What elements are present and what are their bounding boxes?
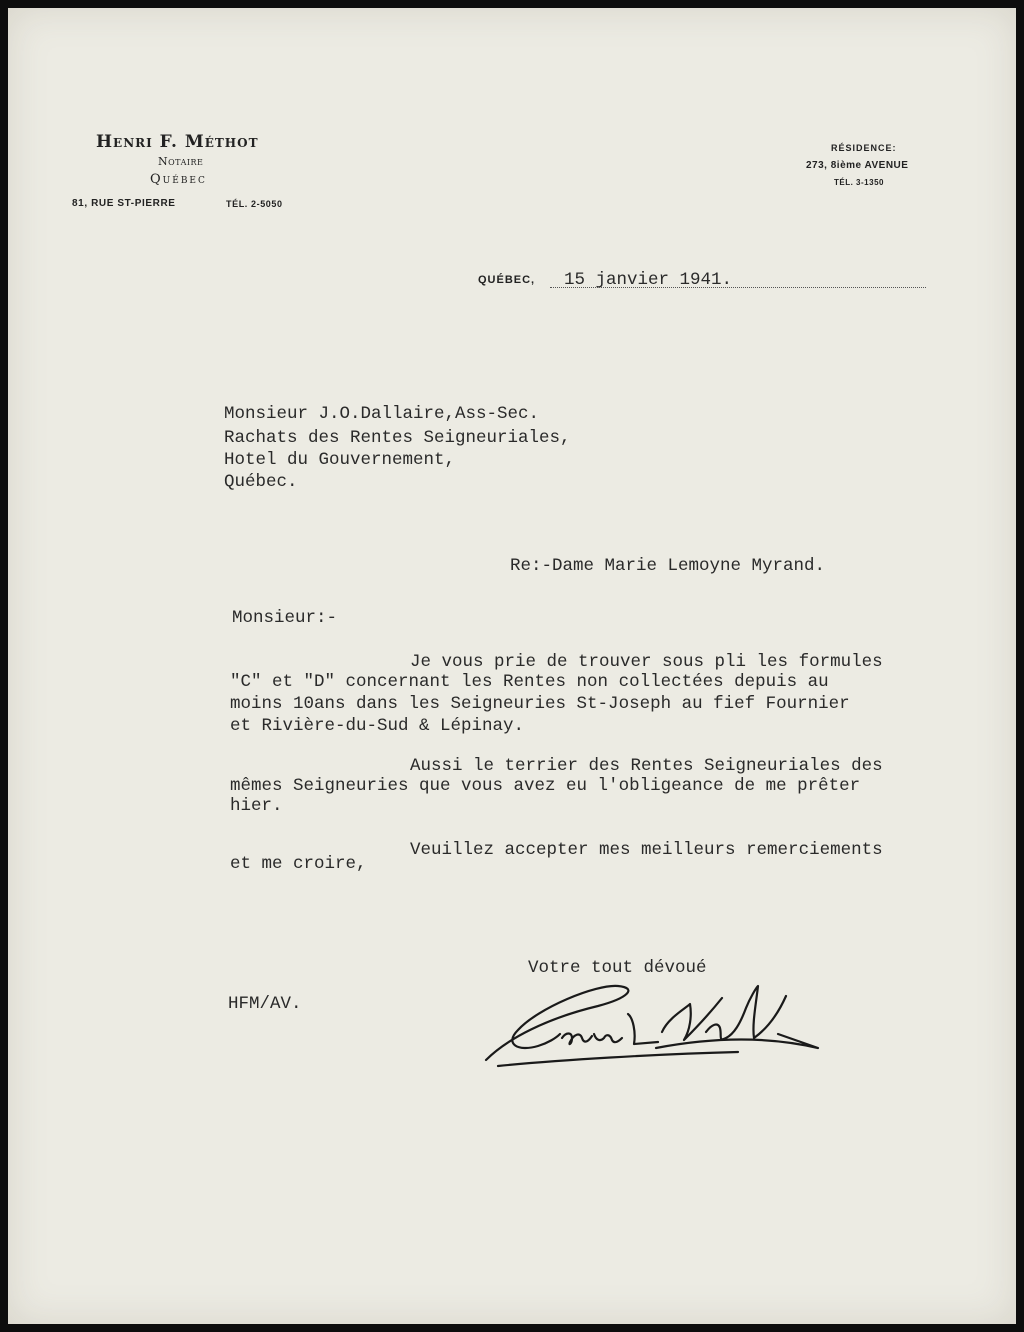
paragraph-2-line-1: Aussi le terrier des Rentes Seigneuriales des (410, 756, 883, 776)
closing: Votre tout dévoué (528, 958, 707, 978)
letterhead-city: Québec (150, 172, 207, 187)
date-value: 15 janvier 1941. (564, 270, 733, 290)
paragraph-1-line-2: "C" et "D" concernant les Rentes non collectées depuis au (230, 672, 829, 692)
paragraph-3-line-2: et me croire, (230, 854, 367, 874)
paragraph-2-line-3: hier. (230, 796, 283, 816)
recipient-line-3: Hotel du Gouvernement, (224, 450, 456, 470)
paragraph-1-line-4: et Rivière-du-Sud & Lépinay. (230, 716, 525, 736)
subject-line: Re:-Dame Marie Lemoyne Myrand. (510, 556, 826, 576)
residence-label: RÉSIDENCE: (831, 143, 897, 153)
date-dotted-line (550, 287, 926, 288)
paragraph-3-line-1: Veuillez accepter mes meilleurs remerciements (410, 840, 883, 860)
recipient-line-4: Québec. (224, 472, 298, 492)
paragraph-1-line-3: moins 10ans dans les Seigneuries St-Joseph au fief Fournier (230, 694, 850, 714)
letterhead-phone: TÉL. 2-5050 (226, 199, 283, 209)
letter-page (8, 8, 1016, 1324)
date-city: QUÉBEC, (478, 274, 536, 286)
letterhead-address: 81, RUE ST-PIERRE (72, 198, 176, 209)
paragraph-1-line-1: Je vous prie de trouver sous pli les formules (410, 652, 883, 672)
signature-scribble (478, 968, 838, 1078)
recipient-line-1: Monsieur J.O.Dallaire,Ass-Sec. (224, 404, 540, 424)
residence-address: 273, 8ième AVENUE (806, 160, 909, 171)
residence-phone: TÉL. 3-1350 (834, 178, 884, 187)
letterhead-title: Notaire (158, 155, 204, 168)
paragraph-2-line-2: mêmes Seigneuries que vous avez eu l'obligeance de me prêter (230, 776, 861, 796)
salutation: Monsieur:- (232, 608, 338, 628)
recipient-line-2: Rachats des Rentes Seigneuriales, (224, 428, 571, 448)
typist-initials: HFM/AV. (228, 994, 302, 1014)
letterhead-name: Henri F. Méthot (96, 132, 259, 152)
